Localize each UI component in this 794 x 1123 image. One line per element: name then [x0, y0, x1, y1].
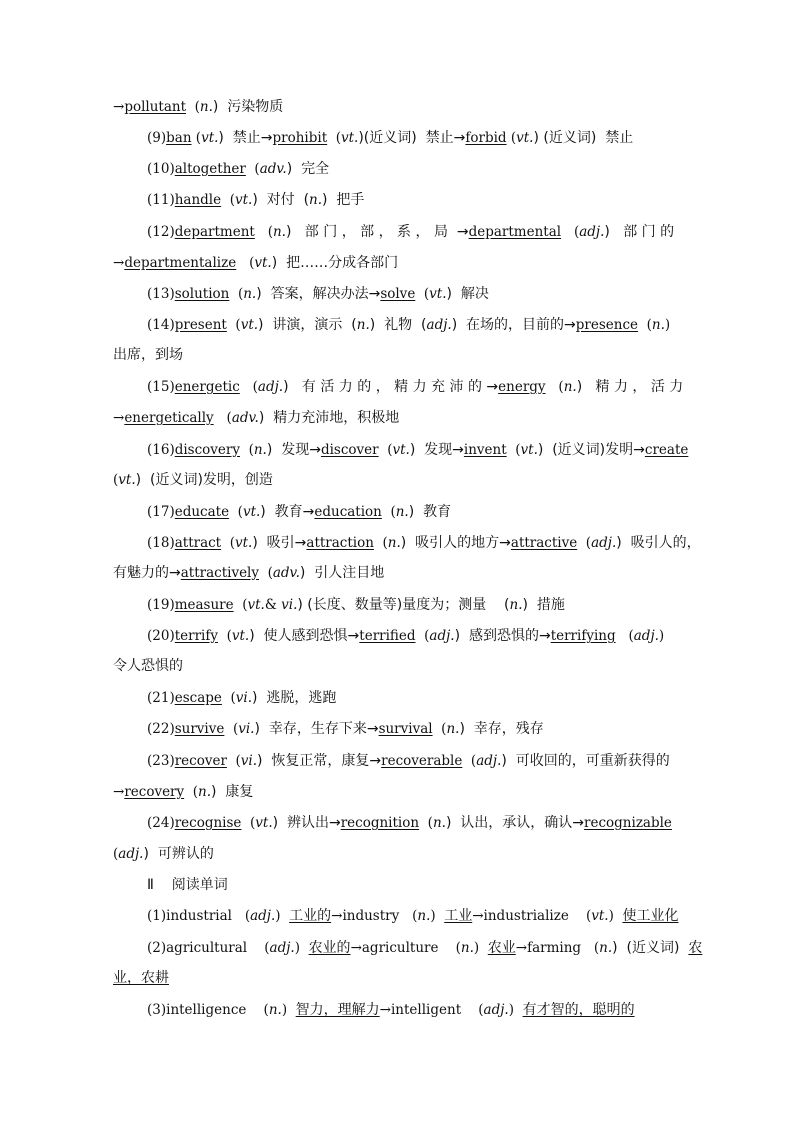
line-text: (3)intelligence ( — [147, 1002, 269, 1018]
line-text: (20) — [147, 628, 175, 644]
part-of-speech: adj. — [250, 908, 276, 924]
line-text: ) — [294, 940, 309, 956]
line-text: ( — [229, 286, 244, 302]
part-of-speech: adv. — [231, 410, 259, 426]
vocab-line — [0, 907, 794, 925]
line-text: ) 有 活 力 的 ， 精 力 充 沛 的 → — [283, 379, 499, 395]
part-of-speech: n. — [509, 597, 523, 613]
line-text: ( — [233, 597, 248, 613]
part-of-speech: n. — [356, 317, 370, 333]
line-text: ) 逃脱，逃跑 — [252, 690, 337, 706]
line-text: ( — [229, 504, 243, 520]
part-of-speech: vt. — [234, 192, 253, 208]
line-text: ) 可收回的，可重新获得的 — [501, 753, 670, 769]
vocab-term: measure — [174, 597, 234, 613]
line-text: ( — [226, 753, 241, 769]
line-text: (10) — [147, 161, 175, 177]
line-text: ) (近义词) — [612, 940, 689, 956]
line-text: (21) — [147, 690, 175, 706]
vocab-line — [0, 845, 794, 863]
line-text: ( — [184, 784, 198, 800]
line-text: ( — [245, 161, 260, 177]
vocab-line — [0, 720, 794, 738]
vocab-term: forbid — [465, 130, 507, 146]
part-of-speech: vi. — [238, 721, 255, 737]
part-of-speech: adj. — [483, 1002, 509, 1018]
line-text: ) (近义词)发明→ — [537, 442, 645, 458]
vocab-line — [0, 378, 794, 396]
part-of-speech: n. — [395, 504, 409, 520]
line-text: ) — [658, 628, 665, 644]
line-text: ) 康复 — [211, 784, 254, 800]
line-text: ) — [430, 908, 445, 924]
line-text: ) 可辨认的 — [143, 846, 214, 862]
line-text: (24) — [147, 815, 175, 831]
line-text: ) — [664, 317, 671, 333]
vocab-term: education — [314, 504, 382, 520]
part-of-speech: vt. — [520, 442, 538, 458]
line-text: (13) — [147, 286, 175, 302]
part-of-speech: n. — [268, 1002, 282, 1018]
line-text: 出席，到场 — [113, 347, 183, 363]
line-text: (23) — [147, 753, 175, 769]
part-of-speech: vt. — [255, 815, 273, 831]
line-text: ( — [241, 815, 256, 831]
vocab-term: prohibit — [272, 130, 328, 146]
vocab-line — [0, 814, 794, 832]
line-text: ( — [545, 379, 564, 395]
line-text: ( — [378, 442, 393, 458]
part-of-speech: n. — [198, 784, 211, 800]
part-of-speech: adj. — [426, 317, 452, 333]
part-of-speech: vt. — [341, 130, 359, 146]
part-of-speech: n. — [387, 535, 401, 551]
vocab-term: presence — [575, 317, 639, 333]
line-text: ) 发现→ — [266, 442, 321, 458]
line-text: ) 答案，解决办法→ — [256, 286, 381, 302]
part-of-speech: adj. — [257, 379, 284, 395]
line-text: ) 幸存，残存 — [459, 721, 544, 737]
vocab-line — [0, 657, 794, 675]
line-text: (16) — [147, 442, 175, 458]
line-text: →industry ( — [331, 908, 418, 924]
part-of-speech: n. — [563, 379, 577, 395]
line-text: ) — [508, 1002, 523, 1018]
part-of-speech: vt. — [254, 255, 272, 271]
line-text: ) 部 门 的 — [604, 224, 675, 240]
line-text: ( — [186, 99, 200, 115]
line-text: ( — [462, 753, 477, 769]
vocab-line — [0, 503, 794, 521]
line-text: ( — [327, 130, 341, 146]
line-text: ( — [113, 846, 119, 862]
vocab-term: terrifying — [550, 628, 616, 644]
line-text: ( — [221, 690, 236, 706]
vocab-term: create — [644, 442, 689, 458]
line-text: ) 幸存，生存下来→ — [254, 721, 379, 737]
vocab-line — [0, 160, 794, 178]
part-of-speech: vt. — [392, 442, 410, 458]
line-text: ( — [254, 224, 273, 240]
line-text: ) 精力充沛地，积极地 — [258, 410, 400, 426]
line-text: ) 对付 ( — [252, 192, 310, 208]
vocab-term: solution — [174, 286, 230, 302]
part-of-speech: adj. — [269, 940, 295, 956]
section-heading — [0, 876, 794, 894]
line-text: ) 措施 — [522, 597, 565, 613]
vocab-term: 有才智的，聪明的 — [522, 1002, 635, 1018]
vocab-term: departmentalize — [124, 255, 237, 271]
vocab-line — [0, 441, 794, 459]
part-of-speech: adv. — [259, 161, 287, 177]
vocab-term: present — [174, 317, 227, 333]
line-text: (18) — [147, 535, 175, 551]
part-of-speech: vt. — [231, 628, 250, 644]
part-of-speech: vt. — [429, 286, 447, 302]
vocab-line — [0, 191, 794, 209]
line-text: (9) — [147, 130, 167, 146]
vocab-term: altogether — [174, 161, 246, 177]
line-text: ( — [419, 815, 433, 831]
vocab-term: attraction — [306, 535, 374, 551]
part-of-speech: n. — [446, 721, 460, 737]
vocab-term: 农 — [688, 940, 703, 956]
vocab-term: 农业的 — [308, 940, 351, 956]
part-of-speech: vi. — [235, 690, 252, 706]
line-text: ( — [221, 535, 235, 551]
line-text: ) 感到恐惧的→ — [454, 628, 551, 644]
vocab-term: attract — [174, 535, 222, 551]
line-text: (19) — [147, 597, 175, 613]
line-text: (1)industrial ( — [147, 908, 251, 924]
line-text: ( — [373, 535, 388, 551]
line-text: → — [113, 255, 125, 271]
vocab-line — [0, 316, 794, 334]
line-text: ) 把……分成各部门 — [271, 255, 399, 271]
line-text: ( — [191, 130, 202, 146]
part-of-speech: vt. — [234, 535, 253, 551]
line-text: ( — [506, 130, 517, 146]
line-text: → — [113, 410, 125, 426]
vocab-term: pollutant — [124, 99, 187, 115]
line-text: ) 引人注目地 — [299, 565, 385, 581]
vocab-term: recognise — [174, 815, 242, 831]
vocab-line — [0, 285, 794, 303]
vocab-line — [0, 471, 794, 489]
vocab-term: 工业 — [444, 908, 473, 924]
line-text: (17) — [147, 504, 175, 520]
vocab-line — [0, 223, 794, 241]
vocab-term: attractive — [510, 535, 578, 551]
vocab-term: 工业的 — [289, 908, 332, 924]
line-text: ( — [577, 535, 592, 551]
line-text: ) 辨认出→ — [272, 815, 341, 831]
line-text: ) 发现→ — [409, 442, 464, 458]
vocab-term: invent — [463, 442, 507, 458]
part-of-speech: n. — [417, 908, 431, 924]
vocab-line — [0, 98, 794, 116]
line-text: → — [113, 784, 125, 800]
line-text: ) 在场的，目前的→ — [451, 317, 576, 333]
vocab-term: recover — [174, 753, 227, 769]
line-text: ) 讲演，演示 ( — [258, 317, 357, 333]
line-text: ) 恢复正常，康复→ — [257, 753, 382, 769]
line-text: (12) — [147, 224, 175, 240]
vocab-term: survive — [174, 721, 225, 737]
vocab-term: energy — [498, 379, 546, 395]
line-text: ( — [561, 224, 580, 240]
vocab-line — [0, 752, 794, 770]
line-text: )(近义词) 禁止→ — [358, 130, 466, 146]
line-text: & — [264, 597, 282, 613]
vocab-term: 使工业化 — [622, 908, 679, 924]
part-of-speech: n. — [460, 940, 474, 956]
vocab-term: attractively — [180, 565, 259, 581]
part-of-speech: adj. — [429, 628, 455, 644]
line-text: ) 部 门 ， 部 ， 系 ， 局 → — [285, 224, 469, 240]
part-of-speech: adj. — [591, 535, 617, 551]
line-text: ) (长度、数量等)量度为；测量 ( — [297, 597, 510, 613]
line-text: ) 吸引人的地方→ — [400, 535, 511, 551]
vocab-line — [0, 596, 794, 614]
vocab-line — [0, 254, 794, 272]
vocab-term: recognition — [340, 815, 420, 831]
line-text: ( — [381, 504, 396, 520]
vocab-term: survival — [378, 721, 433, 737]
part-of-speech: vt. — [118, 472, 136, 488]
vocab-term: terrify — [174, 628, 218, 644]
vocab-line — [0, 783, 794, 801]
line-text: 有魅力的→ — [113, 565, 181, 581]
part-of-speech: n. — [651, 317, 665, 333]
line-text: ) 精 力 ， 活 力 — [576, 379, 684, 395]
line-text: ) — [275, 908, 290, 924]
vocab-term: discovery — [174, 442, 240, 458]
part-of-speech: n. — [432, 815, 446, 831]
vocab-term: escape — [174, 690, 222, 706]
line-text: ( — [236, 255, 255, 271]
part-of-speech: vt. — [242, 504, 261, 520]
line-text: ( — [240, 442, 254, 458]
line-text: ) — [608, 908, 623, 924]
line-text: ) 使人感到恐惧→ — [249, 628, 360, 644]
part-of-speech: n. — [309, 192, 323, 208]
vocab-term: energetically — [124, 410, 214, 426]
vocab-term: handle — [174, 192, 222, 208]
line-text: ( — [638, 317, 652, 333]
part-of-speech: n. — [243, 286, 257, 302]
line-text: ( — [432, 721, 447, 737]
part-of-speech: vt. — [247, 597, 265, 613]
vocab-term: departmental — [468, 224, 562, 240]
line-text: ( — [113, 472, 119, 488]
vocab-line — [0, 346, 794, 364]
vocab-line — [0, 939, 794, 957]
line-text: ( — [213, 410, 232, 426]
vocab-term: educate — [174, 504, 230, 520]
vocab-line — [0, 1001, 794, 1019]
part-of-speech: adj. — [633, 628, 659, 644]
part-of-speech: vt. — [516, 130, 534, 146]
part-of-speech: adv. — [272, 565, 300, 581]
line-text: → — [113, 99, 125, 115]
line-text: (14) — [147, 317, 175, 333]
line-text: (22) — [147, 721, 175, 737]
vocab-term: ban — [166, 130, 192, 146]
line-text: →intelligent ( — [379, 1002, 484, 1018]
vocab-term: recoverable — [381, 753, 463, 769]
line-text: ) — [473, 940, 488, 956]
line-text: ( — [415, 286, 430, 302]
line-text: ) 完全 — [286, 161, 330, 177]
line-text: ( — [226, 317, 241, 333]
vocab-term: terrified — [359, 628, 416, 644]
vocab-term: discover — [320, 442, 379, 458]
line-text: ( — [415, 628, 430, 644]
line-text: ) 吸引→ — [252, 535, 307, 551]
part-of-speech: adj. — [579, 224, 605, 240]
vocab-term: energetic — [174, 379, 240, 395]
line-text: ( — [221, 192, 235, 208]
line-text: ) 污染物质 — [212, 99, 284, 115]
line-text: (2)agricultural ( — [147, 940, 270, 956]
line-text: ( — [224, 721, 239, 737]
vocab-line — [0, 534, 794, 552]
line-text: ( — [259, 565, 273, 581]
part-of-speech: vt. — [201, 130, 219, 146]
line-text: (15) — [147, 379, 175, 395]
line-text: ) 吸引人的， — [616, 535, 701, 551]
vocab-line — [0, 564, 794, 582]
part-of-speech: n. — [599, 940, 613, 956]
line-text: ) (近义词)发明，创造 — [135, 472, 273, 488]
vocab-line — [0, 627, 794, 645]
vocab-term: 智力，理解力 — [295, 1002, 380, 1018]
line-text: →agriculture ( — [350, 940, 461, 956]
line-text: ) 礼物 ( — [369, 317, 427, 333]
line-text: →industrialize ( — [472, 908, 592, 924]
vocab-term: recognizable — [584, 815, 672, 831]
part-of-speech: n. — [199, 99, 213, 115]
part-of-speech: adj. — [118, 846, 144, 862]
line-text: ) (近义词) 禁止 — [533, 130, 634, 146]
part-of-speech: vi. — [240, 753, 258, 769]
line-text: ( — [239, 379, 258, 395]
line-text: ) 解决 — [446, 286, 489, 302]
vocab-term: solve — [380, 286, 416, 302]
vocab-term: 业，农耕 — [113, 970, 169, 986]
part-of-speech: vi. — [281, 597, 298, 613]
part-of-speech: vt. — [591, 908, 609, 924]
line-text: 令人恐惧的 — [113, 658, 183, 674]
vocab-term: 农业 — [487, 940, 516, 956]
line-text: ) 认出，承认，确认→ — [445, 815, 585, 831]
line-text: ) 把手 — [322, 192, 365, 208]
line-text: (11) — [147, 192, 175, 208]
part-of-speech: n. — [253, 442, 267, 458]
line-text: ) — [281, 1002, 296, 1018]
vocab-term: recovery — [124, 784, 185, 800]
part-of-speech: adj. — [476, 753, 502, 769]
vocab-line — [0, 969, 794, 987]
part-of-speech: n. — [272, 224, 286, 240]
line-text: →farming ( — [515, 940, 600, 956]
vocab-line — [0, 129, 794, 147]
line-text: ( — [615, 628, 634, 644]
vocab-term: department — [174, 224, 255, 240]
vocab-line — [0, 689, 794, 707]
line-text: ) 禁止→ — [218, 130, 273, 146]
line-text: ) 教育 — [408, 504, 452, 520]
line-text: Ⅱ 阅读单词 — [147, 877, 228, 893]
line-text: ) 教育→ — [260, 504, 315, 520]
part-of-speech: vt. — [240, 317, 259, 333]
line-text: ( — [217, 628, 232, 644]
vocab-line — [0, 409, 794, 427]
line-text: ( — [506, 442, 521, 458]
